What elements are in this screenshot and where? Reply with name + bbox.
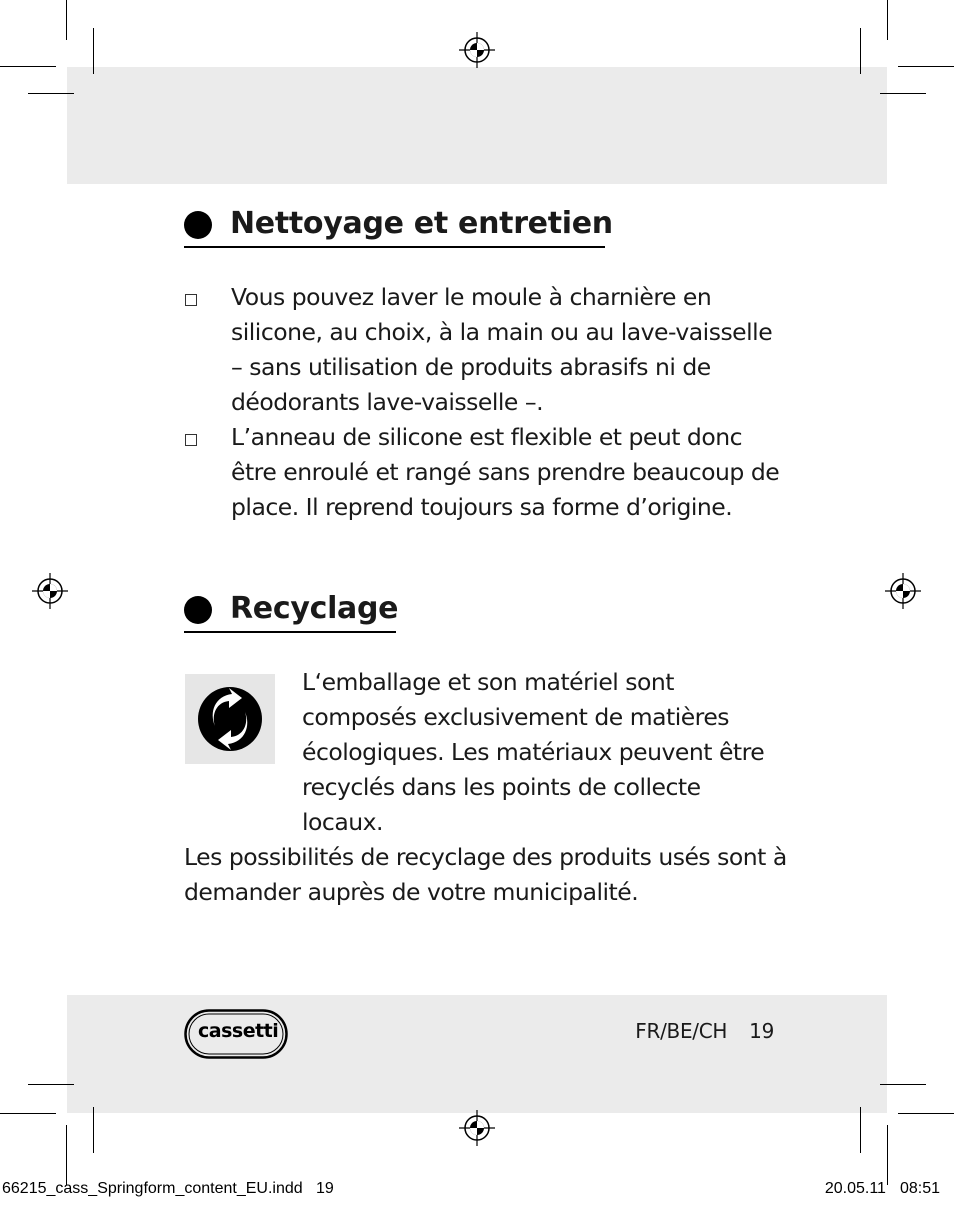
brand-name: cassetti xyxy=(198,1020,279,1042)
region-code: FR/BE/CH xyxy=(635,1019,728,1043)
registration-mark-icon xyxy=(459,32,495,68)
page-reference xyxy=(635,1019,774,1043)
green-dot-recycling-icon xyxy=(185,674,275,764)
slug-page: 19 xyxy=(315,1180,334,1197)
section-title: Recyclage xyxy=(230,591,399,626)
section-heading-recycling xyxy=(184,591,398,628)
list-item-text: L’anneau de silicone est flexible et peut donc être enroulé et rangé sans prendre beaucoup de place. Il reprend toujours sa forme d’origine. xyxy=(231,423,780,521)
checkbox-bullet-icon xyxy=(185,434,197,446)
heading-underline xyxy=(184,631,396,633)
slug-file-info xyxy=(2,1180,334,1198)
slug-timestamp xyxy=(825,1180,940,1198)
slug-filename: 66215_cass_Springform_content_EU.indd xyxy=(2,1180,303,1197)
list-item xyxy=(184,420,784,525)
checkbox-bullet-icon xyxy=(185,294,197,306)
list-item-text: Vous pouvez laver le moule à charnière en silicone, au choix, à la main ou au lave-vaisselle – sans utilisation de produits abrasifs ni de déodorants lave-vaisselle –. xyxy=(231,283,773,416)
section-title: Nettoyage et entretien xyxy=(230,206,613,241)
brand-logo xyxy=(184,1009,288,1059)
list-item xyxy=(184,280,784,420)
registration-mark-icon xyxy=(32,573,68,609)
recycling-icon-box xyxy=(185,674,275,764)
page-number: 19 xyxy=(749,1019,774,1043)
header-band xyxy=(67,67,887,184)
heading-underline xyxy=(184,246,605,248)
registration-mark-icon xyxy=(885,573,921,609)
slug-date: 20.05.11 xyxy=(824,1180,886,1197)
registration-mark-icon xyxy=(459,1110,495,1146)
bullet-dot-icon xyxy=(184,596,212,624)
recycling-paragraph: L‘emballage et son matériel sont composés exclusivement de matières écologiques. Les matériaux peuvent être recyclés dans les points de collecte locaux. xyxy=(302,668,765,836)
cleaning-list xyxy=(184,280,784,525)
recycling-note: Les possibilités de recyclage des produits usés sont à demander auprès de votre municipalité. xyxy=(184,843,787,906)
section-heading-cleaning xyxy=(184,206,613,243)
slug-time: 08:51 xyxy=(899,1180,940,1197)
bullet-dot-icon xyxy=(184,211,212,239)
